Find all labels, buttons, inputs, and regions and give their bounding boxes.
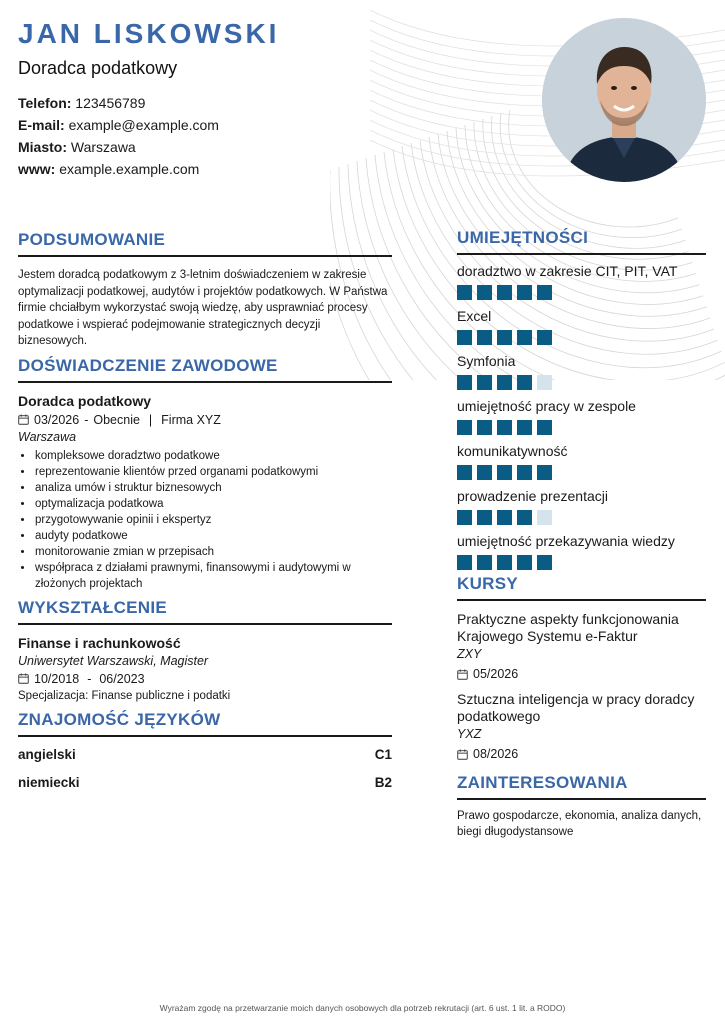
left-column	[18, 230, 392, 793]
skill-dot-filled	[477, 285, 492, 300]
course-date: 05/2026	[457, 667, 706, 681]
skill-rating	[457, 555, 706, 570]
skill-item	[457, 443, 706, 480]
skill-dot-filled	[457, 330, 472, 345]
skill-item	[457, 398, 706, 435]
skill-name: umiejętność przekazywania wiedzy	[457, 533, 675, 549]
skill-dot-empty	[537, 510, 552, 525]
skill-dot-filled	[537, 420, 552, 435]
skill-dot-filled	[497, 555, 512, 570]
list-item: • analiza umów i struktur biznesowych	[34, 480, 392, 496]
skill-dot-empty	[537, 375, 552, 390]
skill-dot-filled	[517, 555, 532, 570]
language-row	[18, 747, 392, 765]
course-organizer: YXZ	[457, 727, 482, 741]
job-duties-list	[18, 448, 392, 592]
list-item: • reprezentowanie klientów przed organami podatkowymi	[34, 464, 392, 480]
section-title-courses: KURSY	[457, 574, 706, 601]
gdpr-consent-note: Wyrażam zgodę na przetwarzanie moich danych osobowych dla potrzeb rekrutacji (art. 6 ust. 1 lit. a RODO)	[159, 1003, 566, 1013]
job-company: Firma XYZ	[161, 412, 221, 427]
calendar-icon	[18, 673, 29, 684]
education-specialization: Specjalizacja: Finanse publiczne i podatki	[18, 689, 231, 702]
skill-name: prowadzenie prezentacji	[457, 488, 608, 504]
course-organizer: ZXY	[457, 647, 482, 661]
section-title-skills: UMIEJĘTNOŚCI	[457, 228, 706, 255]
section-title-languages: ZNAJOMOŚĆ JĘZYKÓW	[18, 710, 392, 737]
skill-name: komunikatywność	[457, 443, 568, 459]
skills-list	[457, 263, 706, 570]
skill-dot-filled	[497, 510, 512, 525]
skill-dot-filled	[497, 375, 512, 390]
skill-dot-filled	[457, 375, 472, 390]
candidate-name: JAN LISKOWSKI	[18, 18, 280, 49]
skill-dot-filled	[517, 375, 532, 390]
skill-dot-filled	[477, 375, 492, 390]
skill-item	[457, 488, 706, 525]
job-end-date: Obecnie	[93, 412, 140, 427]
list-item: • monitorowanie zmian w przepisach	[34, 544, 392, 560]
skill-dot-filled	[457, 285, 472, 300]
skill-dot-filled	[497, 465, 512, 480]
job-start-date: 03/2026	[34, 412, 80, 427]
contact-city: Miasto: Warszawa	[18, 139, 136, 155]
skill-rating	[457, 510, 706, 525]
skill-rating	[457, 285, 706, 300]
skill-dot-filled	[517, 465, 532, 480]
skill-name: Excel	[457, 308, 492, 324]
skill-rating	[457, 420, 706, 435]
course-title: Sztuczna inteligencja w pracy doradcy podatkowego	[457, 691, 695, 724]
profile-photo	[542, 18, 706, 182]
skill-dot-filled	[517, 285, 532, 300]
skill-dot-filled	[537, 465, 552, 480]
interests-text: Prawo gospodarcze, ekonomia, analiza danych, biegi długodystansowe	[457, 810, 702, 838]
language-level: B2	[374, 774, 392, 790]
skill-dot-filled	[517, 330, 532, 345]
list-item: • kompleksowe doradztwo podatkowe	[34, 448, 392, 464]
section-title-experience: DOŚWIADCZENIE ZAWODOWE	[18, 356, 392, 383]
skill-item	[457, 263, 706, 300]
section-title-education: WYKSZTAŁCENIE	[18, 598, 392, 625]
skill-dot-filled	[477, 510, 492, 525]
skill-dot-filled	[457, 555, 472, 570]
education-school: Uniwersytet Warszawski, Magister	[18, 653, 209, 668]
skill-dot-filled	[477, 420, 492, 435]
education-field: Finanse i rachunkowość	[18, 634, 181, 651]
skill-name: umiejętność pracy w zespole	[457, 398, 636, 414]
language-name: niemiecki	[18, 774, 80, 790]
skill-rating	[457, 465, 706, 480]
list-item: • współpraca z działami prawnymi, finansowymi i audytowymi w złożonych projektach	[34, 560, 392, 592]
calendar-icon	[457, 749, 468, 760]
skill-dot-filled	[537, 330, 552, 345]
skill-dot-filled	[497, 420, 512, 435]
skill-dot-filled	[457, 510, 472, 525]
skill-dot-filled	[477, 330, 492, 345]
contact-email: E-mail: example@example.com	[18, 117, 219, 133]
right-column	[457, 228, 706, 840]
job-meta: 03/2026 - Obecnie | Firma XYZ	[18, 413, 392, 427]
contact-website: www: example.example.com	[18, 161, 200, 177]
skill-dot-filled	[537, 285, 552, 300]
skill-dot-filled	[457, 465, 472, 480]
language-level: C1	[374, 746, 392, 762]
skill-dot-filled	[497, 330, 512, 345]
calendar-icon	[18, 414, 29, 425]
skill-dot-filled	[517, 510, 532, 525]
skill-name: doradztwo w zakresie CIT, PIT, VAT	[457, 263, 678, 279]
summary-text: Jestem doradcą podatkowym z 3-letnim doświadczeniem w zakresie optymalizacji podatkowej, audytów i projektów podatkowych. W Państwa firmie chciałbym wykorzystać swoją wiedzę, aby usprawniać procesy podatkowe i wspierać podejmowanie strategicznych decyzji biznesowych.	[18, 269, 388, 347]
skill-dot-filled	[477, 465, 492, 480]
list-item: • przygotowywanie opinii i ekspertyz	[34, 512, 392, 528]
education-dates: 10/2018 - 06/2023	[18, 672, 392, 686]
course-title: Praktyczne aspekty funkcjonowania Krajowego Systemu e-Faktur	[457, 611, 679, 644]
list-item: • optymalizacja podatkowa	[34, 496, 392, 512]
section-title-summary: PODSUMOWANIE	[18, 230, 392, 257]
skill-dot-filled	[477, 555, 492, 570]
job-role: Doradca podatkowy	[18, 58, 178, 78]
language-row	[18, 775, 392, 793]
skill-rating	[457, 375, 706, 390]
contact-list	[18, 92, 219, 180]
job-location: Warszawa	[18, 429, 77, 444]
skill-name: Symfonia	[457, 353, 516, 369]
skill-dot-filled	[537, 555, 552, 570]
skill-item	[457, 533, 706, 570]
skill-dot-filled	[497, 285, 512, 300]
course-date: 08/2026	[457, 747, 706, 761]
skill-rating	[457, 330, 706, 345]
job-title: Doradca podatkowy	[18, 392, 152, 409]
skill-item	[457, 353, 706, 390]
section-title-interests: ZAINTERESOWANIA	[457, 773, 706, 800]
language-name: angielski	[18, 746, 76, 762]
skill-dot-filled	[517, 420, 532, 435]
contact-phone: Telefon: 123456789	[18, 95, 146, 111]
list-item: • audyty podatkowe	[34, 528, 392, 544]
calendar-icon	[457, 669, 468, 680]
skill-item	[457, 308, 706, 345]
skill-dot-filled	[457, 420, 472, 435]
